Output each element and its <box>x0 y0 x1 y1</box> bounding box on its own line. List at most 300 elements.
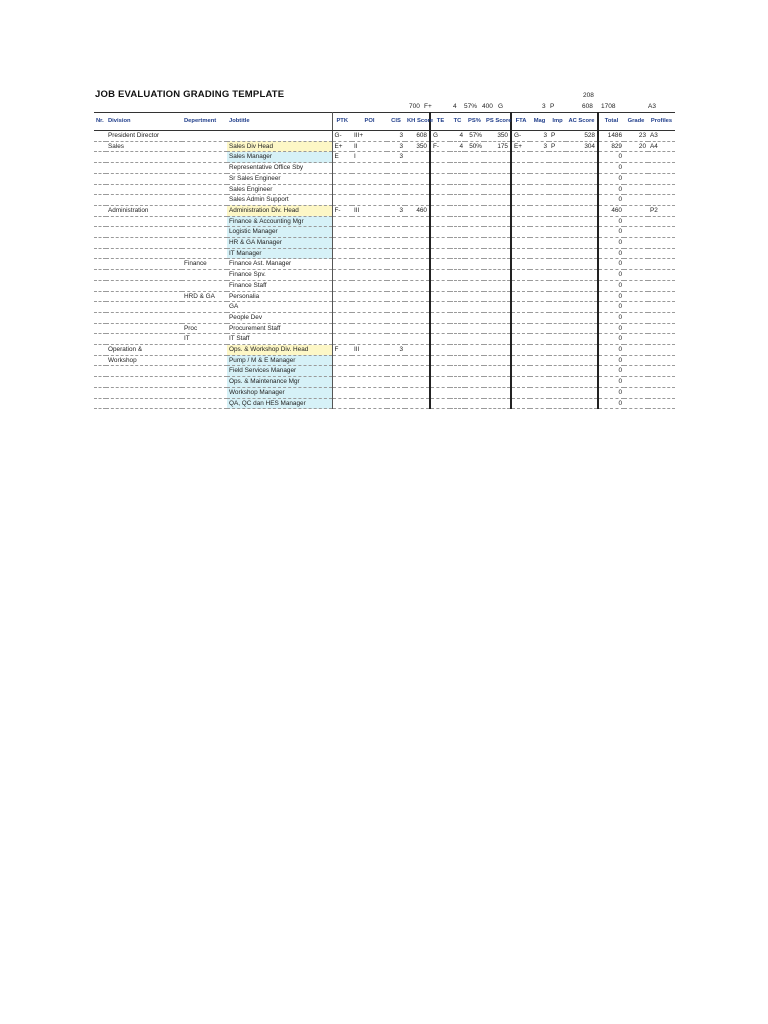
cell-mag <box>530 152 549 163</box>
top-note: 3 <box>542 103 546 110</box>
cell-kh-score <box>405 270 430 281</box>
cell-ps-score <box>484 366 511 377</box>
cell-mag <box>530 205 549 216</box>
cell-ptk <box>332 355 352 366</box>
cell-imp <box>549 398 566 409</box>
cell-ac-score <box>566 163 598 174</box>
cell-kh-score <box>405 355 430 366</box>
header-total: Total <box>598 113 624 131</box>
cell-ps-percent <box>465 387 484 398</box>
cell-poi <box>352 398 387 409</box>
cell-mag: 3 <box>530 141 549 152</box>
cell-ps-percent <box>465 323 484 334</box>
cell-ps-score <box>484 291 511 302</box>
cell-jobtitle: Sales Div Head <box>227 141 332 152</box>
cell-imp <box>549 291 566 302</box>
cell-profiles <box>648 291 675 302</box>
cell-ptk <box>332 334 352 345</box>
cell-jobtitle: IT Manager <box>227 248 332 259</box>
cell-imp <box>549 334 566 345</box>
cell-division <box>106 184 182 195</box>
cell-total: 0 <box>598 216 624 227</box>
cell-tc <box>450 323 465 334</box>
cell-ps-score <box>484 345 511 356</box>
cell-mag <box>530 398 549 409</box>
cell-ac-score <box>566 173 598 184</box>
cell-kh-score <box>405 195 430 206</box>
cell-total: 0 <box>598 377 624 388</box>
cell-kh-score <box>405 238 430 249</box>
cell-te <box>430 270 450 281</box>
cell-ps-percent <box>465 312 484 323</box>
cell-division <box>106 280 182 291</box>
cell-jobtitle: GA <box>227 302 332 313</box>
cell-fta <box>511 280 530 291</box>
cell-profiles <box>648 334 675 345</box>
cell-cis <box>387 195 405 206</box>
cell-poi: I <box>352 152 387 163</box>
top-note: 4 <box>453 103 457 110</box>
cell-profiles <box>648 302 675 313</box>
table-row <box>94 205 675 216</box>
cell-cis: 3 <box>387 345 405 356</box>
cell-ac-score <box>566 387 598 398</box>
cell-jobtitle: Sales Manager <box>227 152 332 163</box>
cell-profiles <box>648 280 675 291</box>
cell-ps-score <box>484 323 511 334</box>
cell-fta <box>511 248 530 259</box>
cell-nr <box>94 173 106 184</box>
cell-nr <box>94 205 106 216</box>
cell-department <box>182 195 227 206</box>
cell-profiles <box>648 227 675 238</box>
cell-kh-score <box>405 377 430 388</box>
cell-te <box>430 302 450 313</box>
cell-imp <box>549 312 566 323</box>
cell-nr <box>94 377 106 388</box>
table-row <box>94 398 675 409</box>
cell-grade <box>624 387 648 398</box>
cell-kh-score <box>405 152 430 163</box>
cell-ac-score <box>566 184 598 195</box>
cell-ps-percent <box>465 163 484 174</box>
cell-te <box>430 387 450 398</box>
cell-imp <box>549 238 566 249</box>
cell-ps-percent <box>465 280 484 291</box>
cell-kh-score: 350 <box>405 141 430 152</box>
cell-ps-percent <box>465 398 484 409</box>
cell-imp <box>549 163 566 174</box>
cell-fta <box>511 398 530 409</box>
cell-poi <box>352 238 387 249</box>
top-note: 208 <box>583 92 594 99</box>
cell-fta <box>511 334 530 345</box>
cell-total: 0 <box>598 334 624 345</box>
cell-te <box>430 238 450 249</box>
cell-te <box>430 323 450 334</box>
cell-ptk <box>332 387 352 398</box>
table-row <box>94 184 675 195</box>
cell-fta <box>511 355 530 366</box>
table-row <box>94 152 675 163</box>
cell-division: President Director <box>106 131 182 142</box>
cell-te <box>430 366 450 377</box>
cell-ps-percent <box>465 291 484 302</box>
cell-kh-score: 608 <box>405 131 430 142</box>
cell-total: 0 <box>598 248 624 259</box>
cell-cis <box>387 259 405 270</box>
cell-poi <box>352 323 387 334</box>
table-row <box>94 270 675 281</box>
cell-department <box>182 141 227 152</box>
cell-fta <box>511 173 530 184</box>
cell-division <box>106 291 182 302</box>
cell-ac-score <box>566 205 598 216</box>
cell-ps-percent: 57% <box>465 131 484 142</box>
cell-grade: 23 <box>624 131 648 142</box>
cell-poi <box>352 355 387 366</box>
cell-imp <box>549 366 566 377</box>
cell-profiles: A3 <box>648 131 675 142</box>
cell-department <box>182 238 227 249</box>
cell-kh-score <box>405 216 430 227</box>
table-row <box>94 216 675 227</box>
cell-ps-percent <box>465 355 484 366</box>
cell-grade <box>624 398 648 409</box>
top-note: 400 <box>482 103 493 110</box>
cell-profiles <box>648 152 675 163</box>
cell-fta <box>511 366 530 377</box>
cell-total: 0 <box>598 238 624 249</box>
header-ps-score: PS Score <box>484 113 511 131</box>
cell-mag: 3 <box>530 131 549 142</box>
cell-ac-score <box>566 302 598 313</box>
cell-jobtitle: Finance Spv. <box>227 270 332 281</box>
cell-cis <box>387 312 405 323</box>
cell-te <box>430 163 450 174</box>
cell-mag <box>530 227 549 238</box>
cell-poi <box>352 248 387 259</box>
cell-ps-score <box>484 163 511 174</box>
cell-te <box>430 291 450 302</box>
cell-ac-score <box>566 334 598 345</box>
cell-jobtitle: Ops. & Maintenance Mgr <box>227 377 332 388</box>
cell-nr <box>94 387 106 398</box>
cell-kh-score <box>405 366 430 377</box>
cell-ptk <box>332 280 352 291</box>
cell-grade <box>624 248 648 259</box>
cell-department <box>182 227 227 238</box>
cell-total: 0 <box>598 355 624 366</box>
cell-division <box>106 259 182 270</box>
cell-ps-score <box>484 173 511 184</box>
cell-ptk <box>332 238 352 249</box>
cell-division: Administration <box>106 205 182 216</box>
cell-poi <box>352 312 387 323</box>
cell-nr <box>94 334 106 345</box>
cell-department <box>182 270 227 281</box>
cell-ps-score: 175 <box>484 141 511 152</box>
cell-ac-score <box>566 345 598 356</box>
cell-ps-score <box>484 398 511 409</box>
cell-department <box>182 366 227 377</box>
cell-kh-score <box>405 312 430 323</box>
cell-poi <box>352 302 387 313</box>
cell-te <box>430 205 450 216</box>
cell-nr <box>94 345 106 356</box>
header-ps-percent: PS% <box>465 113 484 131</box>
cell-kh-score <box>405 291 430 302</box>
cell-fta <box>511 291 530 302</box>
cell-tc <box>450 334 465 345</box>
cell-fta <box>511 302 530 313</box>
cell-te: F- <box>430 141 450 152</box>
header-division: Division <box>106 113 182 131</box>
cell-nr <box>94 248 106 259</box>
cell-ptk: F- <box>332 205 352 216</box>
cell-te <box>430 345 450 356</box>
cell-imp <box>549 195 566 206</box>
table-row <box>94 366 675 377</box>
cell-poi <box>352 377 387 388</box>
table-row <box>94 259 675 270</box>
cell-total: 0 <box>598 312 624 323</box>
table-row <box>94 163 675 174</box>
cell-nr <box>94 238 106 249</box>
cell-jobtitle: QA, QC dan HES Manager <box>227 398 332 409</box>
cell-te <box>430 248 450 259</box>
cell-ptk <box>332 270 352 281</box>
header-tc: TC <box>450 113 465 131</box>
cell-tc <box>450 152 465 163</box>
cell-nr <box>94 291 106 302</box>
cell-ac-score <box>566 248 598 259</box>
cell-division <box>106 163 182 174</box>
cell-imp <box>549 280 566 291</box>
cell-department <box>182 377 227 388</box>
cell-nr <box>94 302 106 313</box>
cell-total: 0 <box>598 152 624 163</box>
cell-imp <box>549 355 566 366</box>
cell-cis <box>387 270 405 281</box>
header-nr: Nr. <box>94 113 106 131</box>
cell-ptk: E <box>332 152 352 163</box>
cell-jobtitle: Sales Engineer <box>227 184 332 195</box>
cell-department <box>182 355 227 366</box>
cell-profiles <box>648 195 675 206</box>
cell-total: 0 <box>598 173 624 184</box>
cell-profiles <box>648 184 675 195</box>
table-row <box>94 323 675 334</box>
cell-ps-percent <box>465 302 484 313</box>
cell-mag <box>530 334 549 345</box>
cell-grade <box>624 205 648 216</box>
cell-division <box>106 302 182 313</box>
cell-poi <box>352 280 387 291</box>
cell-department <box>182 173 227 184</box>
cell-department: Proc <box>182 323 227 334</box>
cell-te <box>430 398 450 409</box>
cell-tc <box>450 248 465 259</box>
cell-department <box>182 184 227 195</box>
cell-imp: P <box>549 131 566 142</box>
cell-te <box>430 227 450 238</box>
cell-te <box>430 152 450 163</box>
cell-fta <box>511 238 530 249</box>
cell-ps-score <box>484 152 511 163</box>
cell-jobtitle: Finance Ast. Manager <box>227 259 332 270</box>
cell-tc: 4 <box>450 141 465 152</box>
cell-division: Operation & <box>106 345 182 356</box>
cell-tc <box>450 345 465 356</box>
cell-imp <box>549 184 566 195</box>
cell-nr <box>94 355 106 366</box>
cell-poi <box>352 195 387 206</box>
cell-jobtitle: Workshop Manager <box>227 387 332 398</box>
cell-profiles <box>648 163 675 174</box>
cell-department <box>182 131 227 142</box>
cell-poi <box>352 387 387 398</box>
cell-mag <box>530 270 549 281</box>
cell-grade <box>624 302 648 313</box>
cell-ac-score <box>566 152 598 163</box>
cell-ps-score <box>484 195 511 206</box>
cell-imp <box>549 345 566 356</box>
cell-cis <box>387 173 405 184</box>
cell-jobtitle: Logistic Manager <box>227 227 332 238</box>
cell-tc <box>450 184 465 195</box>
cell-tc <box>450 173 465 184</box>
cell-cis: 3 <box>387 131 405 142</box>
cell-department <box>182 163 227 174</box>
cell-mag <box>530 184 549 195</box>
cell-ps-percent <box>465 248 484 259</box>
cell-department: HRD & GA <box>182 291 227 302</box>
cell-ps-score <box>484 227 511 238</box>
cell-cis <box>387 291 405 302</box>
cell-kh-score: 460 <box>405 205 430 216</box>
cell-cis <box>387 377 405 388</box>
cell-grade <box>624 270 648 281</box>
cell-imp <box>549 173 566 184</box>
cell-profiles <box>648 248 675 259</box>
cell-division <box>106 152 182 163</box>
cell-jobtitle: Field Services Manager <box>227 366 332 377</box>
cell-poi: III+ <box>352 131 387 142</box>
cell-cis <box>387 323 405 334</box>
header-row <box>94 113 675 131</box>
cell-cis <box>387 216 405 227</box>
cell-tc: 4 <box>450 131 465 142</box>
cell-ps-score: 350 <box>484 131 511 142</box>
cell-jobtitle: Ops. & Workshop Div. Head <box>227 345 332 356</box>
cell-kh-score <box>405 184 430 195</box>
cell-fta <box>511 323 530 334</box>
cell-grade <box>624 334 648 345</box>
cell-grade <box>624 184 648 195</box>
cell-imp <box>549 248 566 259</box>
cell-ptk <box>332 377 352 388</box>
cell-ps-score <box>484 387 511 398</box>
header-department: Depertment <box>182 113 227 131</box>
cell-ps-score <box>484 259 511 270</box>
cell-imp <box>549 216 566 227</box>
cell-division <box>106 238 182 249</box>
cell-ps-percent <box>465 184 484 195</box>
cell-poi <box>352 216 387 227</box>
cell-department <box>182 387 227 398</box>
cell-ac-score <box>566 216 598 227</box>
cell-division <box>106 334 182 345</box>
cell-nr <box>94 227 106 238</box>
cell-jobtitle: Finance & Accounting Mgr <box>227 216 332 227</box>
cell-profiles <box>648 345 675 356</box>
cell-profiles: A4 <box>648 141 675 152</box>
cell-grade <box>624 355 648 366</box>
cell-ac-score <box>566 238 598 249</box>
cell-department <box>182 280 227 291</box>
cell-tc <box>450 398 465 409</box>
cell-cis <box>387 398 405 409</box>
cell-mag <box>530 238 549 249</box>
cell-imp <box>549 270 566 281</box>
cell-poi: III <box>352 205 387 216</box>
cell-imp <box>549 205 566 216</box>
header-kh-score: KH Score <box>405 113 430 131</box>
cell-ps-score <box>484 280 511 291</box>
table-row <box>94 238 675 249</box>
cell-mag <box>530 323 549 334</box>
cell-mag <box>530 355 549 366</box>
cell-profiles <box>648 366 675 377</box>
cell-kh-score <box>405 227 430 238</box>
cell-ps-percent <box>465 152 484 163</box>
cell-ps-score <box>484 205 511 216</box>
cell-kh-score <box>405 302 430 313</box>
cell-ps-percent <box>465 205 484 216</box>
cell-ps-score <box>484 270 511 281</box>
cell-ps-score <box>484 312 511 323</box>
cell-jobtitle: Sales Admin Support <box>227 195 332 206</box>
cell-total: 1486 <box>598 131 624 142</box>
cell-imp: P <box>549 141 566 152</box>
cell-total: 0 <box>598 387 624 398</box>
cell-tc <box>450 163 465 174</box>
cell-division <box>106 216 182 227</box>
cell-poi <box>352 334 387 345</box>
cell-kh-score <box>405 173 430 184</box>
cell-kh-score <box>405 163 430 174</box>
cell-ac-score <box>566 398 598 409</box>
cell-ps-percent <box>465 345 484 356</box>
top-note: 608 <box>582 103 593 110</box>
cell-total: 0 <box>598 227 624 238</box>
cell-ac-score <box>566 227 598 238</box>
cell-poi <box>352 184 387 195</box>
cell-poi <box>352 163 387 174</box>
cell-poi <box>352 291 387 302</box>
cell-imp <box>549 323 566 334</box>
cell-nr <box>94 195 106 206</box>
cell-division <box>106 270 182 281</box>
cell-profiles <box>648 323 675 334</box>
cell-tc <box>450 291 465 302</box>
cell-cis: 3 <box>387 205 405 216</box>
cell-total: 0 <box>598 270 624 281</box>
cell-total: 460 <box>598 205 624 216</box>
cell-poi <box>352 259 387 270</box>
cell-jobtitle: Procurement Staff <box>227 323 332 334</box>
